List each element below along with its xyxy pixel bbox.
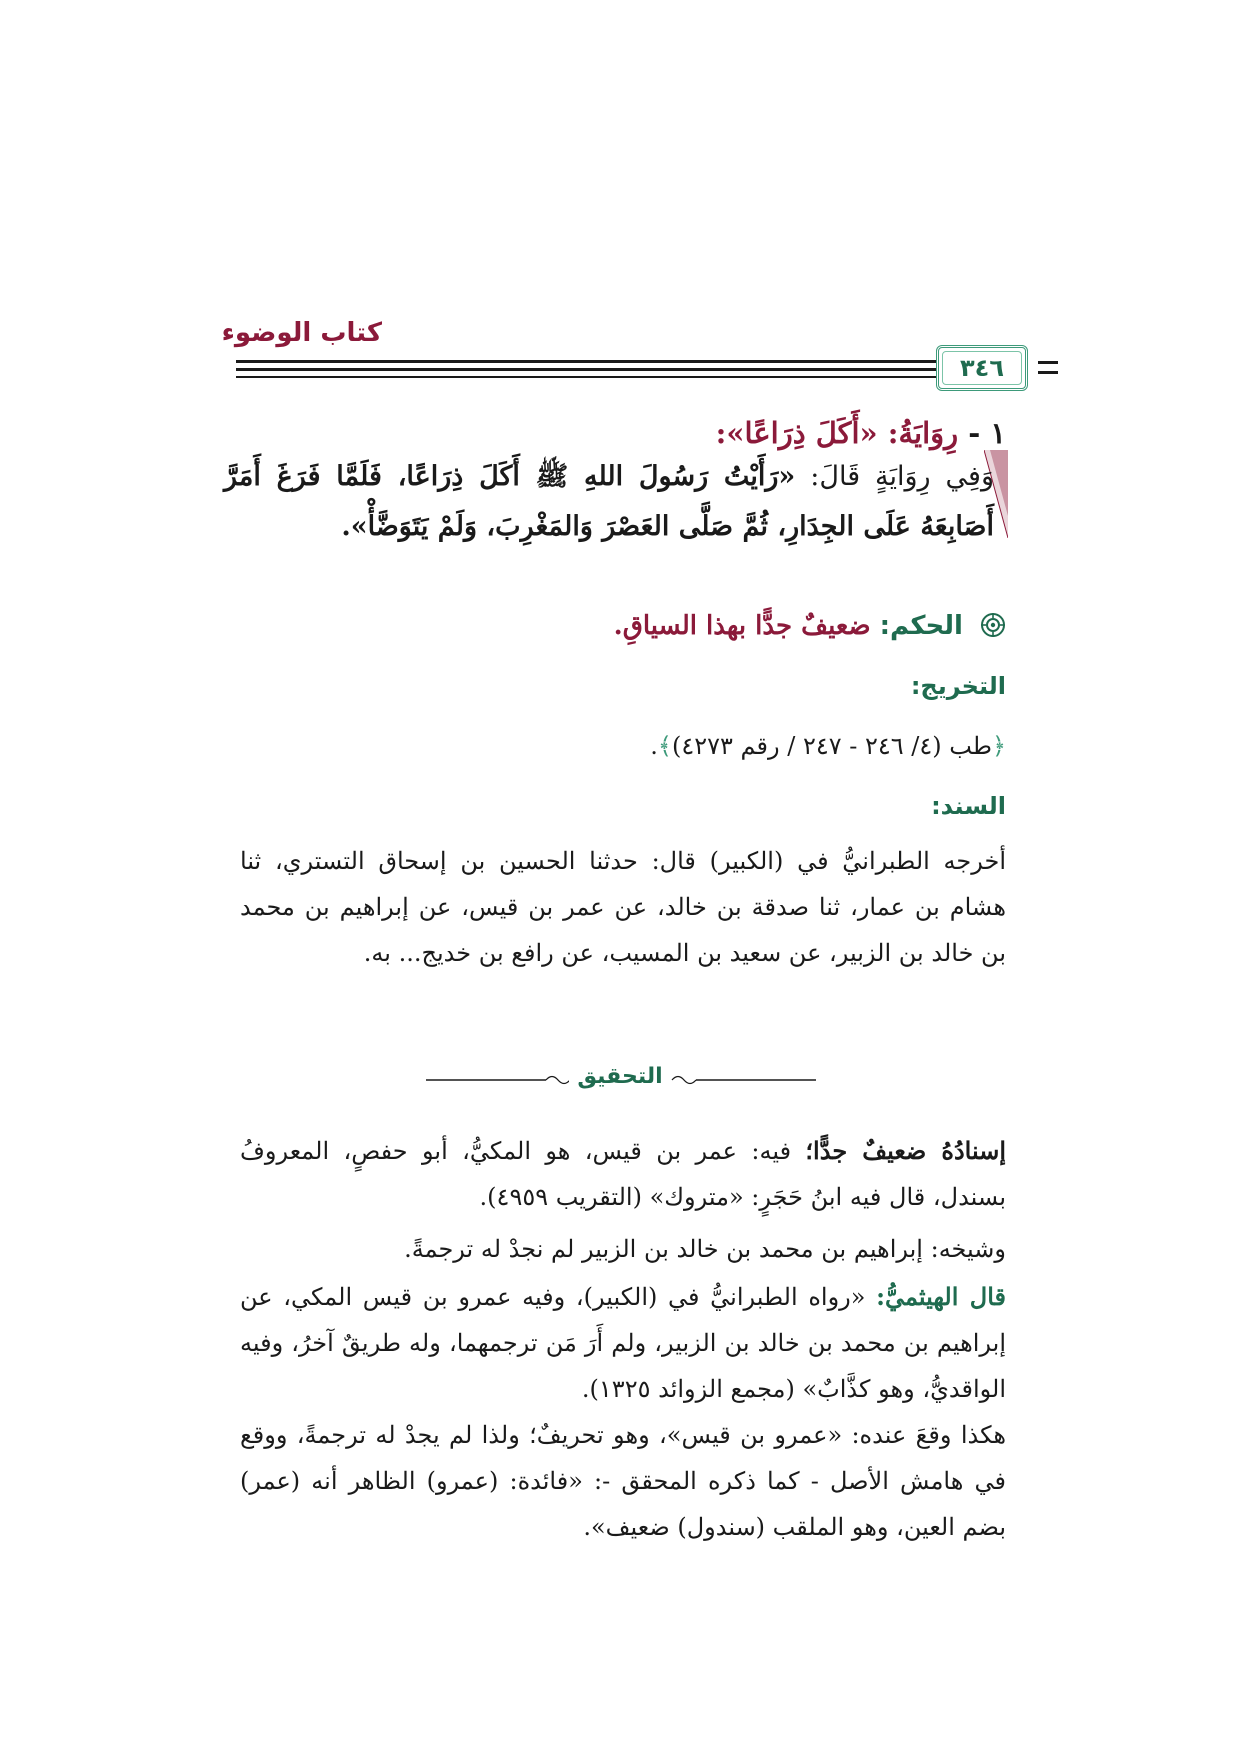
header-rule-tick (1038, 371, 1058, 374)
header-rule (236, 360, 1002, 363)
header-rule (236, 376, 1002, 378)
takhrij-reference (650, 732, 1006, 760)
section-name: رِوَايَةُ: (887, 416, 959, 450)
sanad-paragraph: أخرجه الطبرانيُّ في (الكبير) قال: حدثنا الحسين بن إسحاق التستري، ثنا هشام بن عمار، ثنا صدقة بن خالد، عن عمر بن قيس، عن إبراهيم بن محمد بن خالد بن الزبير، عن سعيد بن المسيب، عن رافع بن خديج... به. (240, 847, 1006, 967)
page-number-badge (936, 345, 1028, 391)
header-rule-tick (1038, 361, 1058, 364)
verdict-line (614, 611, 1006, 641)
hadith-intro: وَفِي رِوَايَةٍ قَالَ: (810, 461, 994, 492)
ornate-bracket-open: ﴿ (991, 732, 1006, 760)
running-header-title: كتاب الوضوء (221, 318, 382, 348)
page-number: ٣٤٦ (960, 354, 1004, 382)
shaykh-paragraph: وشيخه: إبراهيم بن محمد بن خالد بن الزبير لم نجدْ له ترجمةً. (404, 1235, 1006, 1263)
tahqiq-heading: التحقيق (569, 1064, 670, 1089)
hadith-text-block (224, 452, 994, 552)
rosette-icon (980, 612, 1006, 638)
takhrij-reference-text: طب (٤/ ٢٤٦ - ٢٤٧ / رقم ٤٢٧٣) (671, 732, 992, 760)
verdict-value: ضعيفٌ جدًّا بهذا السياقِ. (613, 611, 871, 641)
hakadha-paragraph: هكذا وقعَ عنده: «عمرو بن قيس»، وهو تحريفٌ؛ ولذا لم يجدْ له ترجمةً، ووقع في هامش الأصل - كما ذكره المحقق -: «فائدة: (عمرو) الظاهر أنه (عمر) بضم العين، وهو الملقب (سندول) ضعيف». (240, 1421, 1006, 1541)
section-heading (716, 416, 1006, 450)
hadith-quote: «رَأَيْتُ رَسُولَ اللهِ ﷺ أَكَلَ ذِرَاعًا، فَلَمَّا فَرَغَ أَمَرَّ أَصَابِعَهُ عَلَى الجِدَارِ، ثُمَّ صَلَّى العَصْرَ وَالمَغْرِبَ، وَلَمْ يَتَوَضَّأْ». (224, 461, 994, 542)
header-rule (236, 368, 1002, 371)
haythami-paragraph (240, 1274, 1006, 1412)
isnad-lead: إسنادُهُ ضعيفٌ جدًّا؛ (805, 1136, 1006, 1165)
takhrij-end: . (650, 732, 658, 760)
verdict-label: الحكم: (879, 611, 963, 641)
section-number: ١ - (968, 416, 1006, 450)
ornate-bracket-close: ﴾ (657, 732, 672, 760)
section-quote: «أَكَلَ ذِرَاعًا»: (715, 416, 878, 450)
isnad-text: فيه: عمر بن قيس، هو المكيُّ، أبو حفصٍ، المعروفُ بسندل، قال فيه ابنُ حَجَرٍ: «متروك» (التقريب ٤٩٥٩). (240, 1137, 1006, 1211)
takhrij-heading: التخريج: (910, 672, 1006, 700)
sanad-heading: السند: (931, 792, 1006, 820)
haythami-lead: قال الهيثميُّ: (876, 1282, 1006, 1311)
tahqiq-divider-label (0, 1064, 1240, 1089)
isnad-paragraph (240, 1128, 1006, 1220)
haythami-text: «رواه الطبرانيُّ في (الكبير)، وفيه عمرو بن قيس المكي، عن إبراهيم بن محمد بن خالد بن الزبير، ولم أَرَ مَن ترجمهما، وله طريقٌ آخرُ، وفيه الواقديُّ، وهو كذَّابٌ» (مجمع الزوائد ١٣٢٥). (240, 1283, 1006, 1403)
